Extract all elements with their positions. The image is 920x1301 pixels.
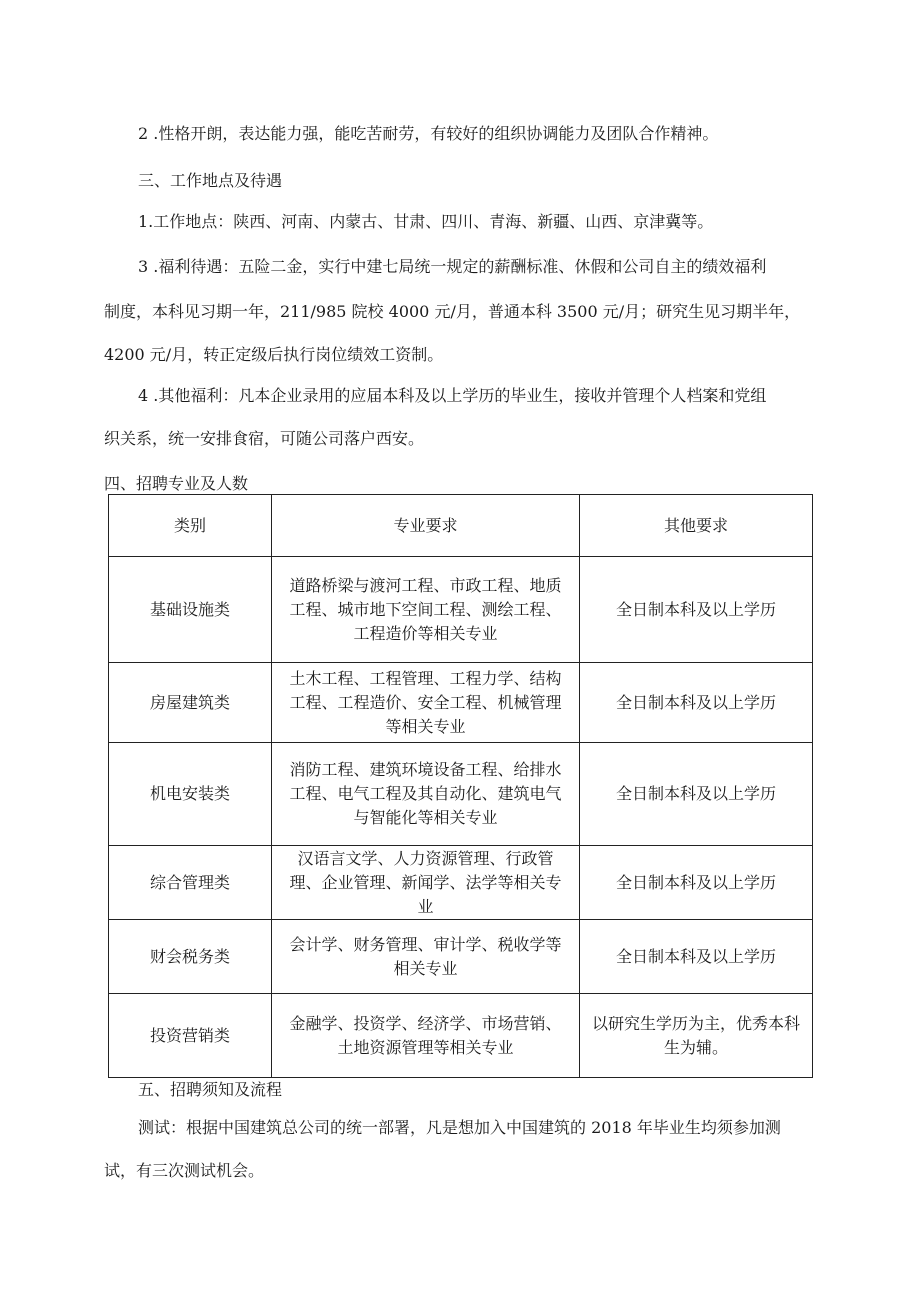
- cell-major: 土木工程、工程管理、工程力学、结构工程、工程造价、安全工程、机械管理等相关专业: [272, 663, 580, 743]
- cell-other: 以研究生学历为主，优秀本科生为辅。: [580, 994, 813, 1078]
- cell-category: 财会税务类: [109, 920, 272, 994]
- header-major: 专业要求: [272, 495, 580, 557]
- cell-major: 会计学、财务管理、审计学、税收学等相关专业: [272, 920, 580, 994]
- cell-category: 综合管理类: [109, 846, 272, 920]
- table-header-row: [109, 495, 813, 557]
- table-row: [109, 557, 813, 663]
- cell-category: 基础设施类: [109, 557, 272, 663]
- recruitment-table: [108, 494, 813, 1078]
- cell-major: 道路桥梁与渡河工程、市政工程、地质工程、城市地下空间工程、测绘工程、工程造价等相关专业: [272, 557, 580, 663]
- table-row: [109, 743, 813, 846]
- welfare-line-1: 3 .福利待遇：五险二金，实行中建七局统一规定的薪酬标准、休假和公司自主的绩效福利: [138, 257, 767, 276]
- cell-major: 汉语言文学、人力资源管理、行政管理、企业管理、新闻学、法学等相关专业: [272, 846, 580, 920]
- cell-major: 消防工程、建筑环境设备工程、给排水工程、电气工程及其自动化、建筑电气与智能化等相关专业: [272, 743, 580, 846]
- cell-other: 全日制本科及以上学历: [580, 663, 813, 743]
- cell-category: 房屋建筑类: [109, 663, 272, 743]
- cell-other: 全日制本科及以上学历: [580, 743, 813, 846]
- test-line-2: 试，有三次测试机会。: [104, 1161, 265, 1180]
- work-location-item: 1.工作地点：陕西、河南、内蒙古、甘肃、四川、青海、新疆、山西、京津冀等。: [138, 212, 714, 231]
- table-row: [109, 846, 813, 920]
- section-3-heading: 三、工作地点及待遇: [138, 171, 283, 190]
- header-category: 类别: [109, 495, 272, 557]
- table-row: [109, 920, 813, 994]
- requirement-item-2: 2 .性格开朗，表达能力强，能吃苦耐劳，有较好的组织协调能力及团队合作精神。: [138, 124, 719, 143]
- table-row: [109, 994, 813, 1078]
- header-other: 其他要求: [580, 495, 813, 557]
- cell-other: 全日制本科及以上学历: [580, 920, 813, 994]
- cell-category: 机电安装类: [109, 743, 272, 846]
- other-benefits-line-1: 4 .其他福利：凡本企业录用的应届本科及以上学历的毕业生，接收并管理个人档案和党组: [138, 386, 767, 405]
- cell-category: 投资营销类: [109, 994, 272, 1078]
- cell-major: 金融学、投资学、经济学、市场营销、土地资源管理等相关专业: [272, 994, 580, 1078]
- other-benefits-line-2: 织关系，统一安排食宿，可随公司落户西安。: [104, 429, 425, 448]
- section-4-heading: 四、招聘专业及人数: [104, 474, 249, 493]
- cell-other: 全日制本科及以上学历: [580, 846, 813, 920]
- table-row: [109, 663, 813, 743]
- test-line-1: 测试：根据中国建筑总公司的统一部署，凡是想加入中国建筑的 2018 年毕业生均须参加测: [138, 1118, 781, 1137]
- welfare-line-3: 4200 元/月，转正定级后执行岗位绩效工资制。: [104, 345, 444, 364]
- welfare-line-2: 制度，本科见习期一年，211/985 院校 4000 元/月，普通本科 3500 元/月；研究生见习期半年，: [104, 302, 801, 321]
- section-5-heading: 五、招聘须知及流程: [138, 1080, 283, 1099]
- cell-other: 全日制本科及以上学历: [580, 557, 813, 663]
